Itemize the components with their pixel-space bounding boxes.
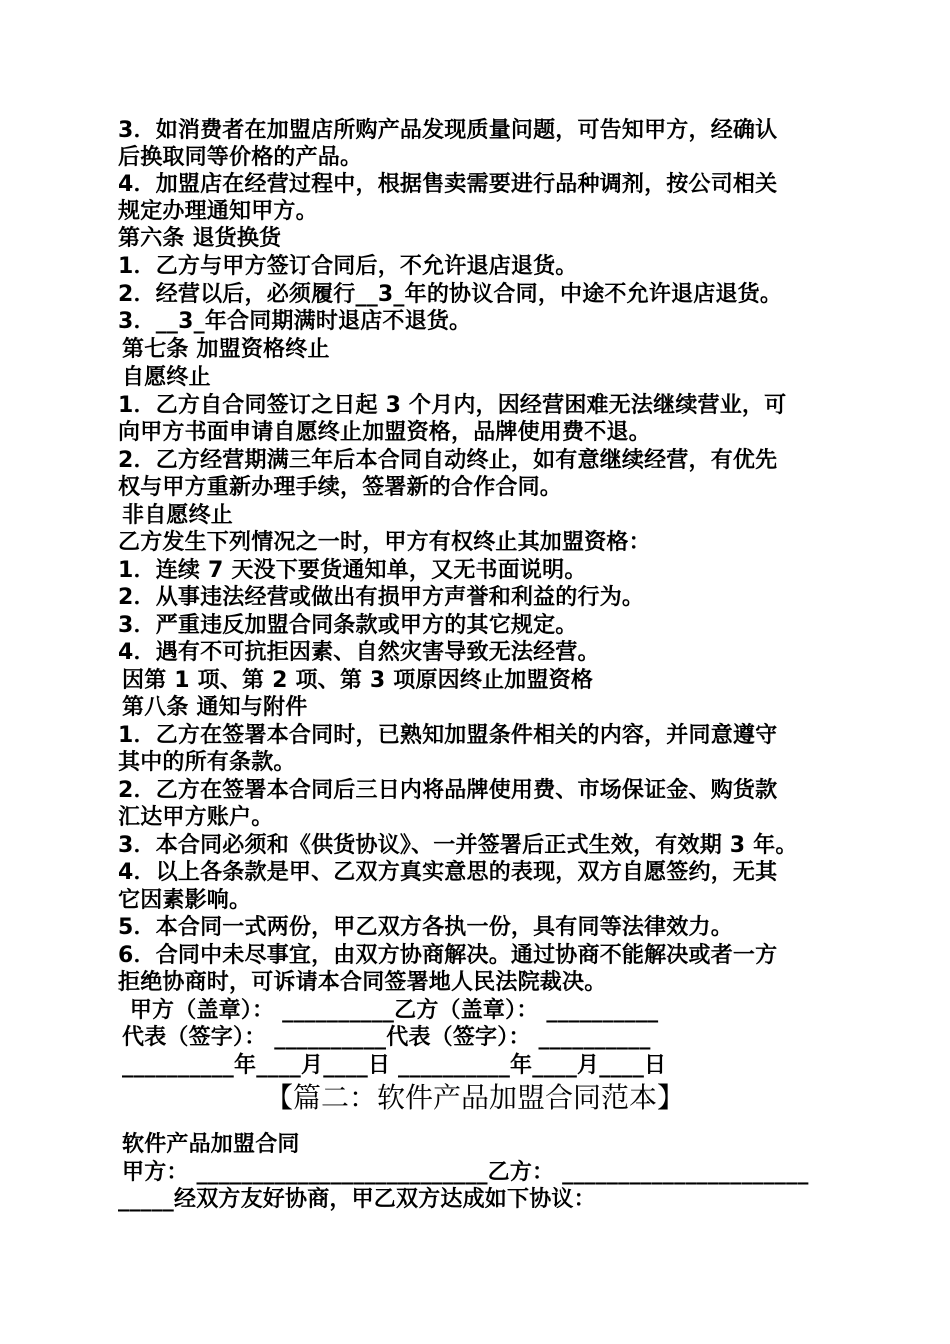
para-line: 1．乙方与甲方签订合同后，不允许退店退货。	[118, 254, 578, 279]
para-line: 汇达甲方账户。	[118, 805, 274, 830]
contract-title: 软件产品加盟合同	[122, 1132, 300, 1157]
para-line: 权与甲方重新办理手续，签署新的合作合同。	[118, 475, 563, 500]
sub-heading: 自愿终止	[122, 365, 211, 390]
party-line: 甲方： __________________________乙方： ______________________	[122, 1160, 809, 1185]
para-line: 3．严重违反加盟合同条款或甲方的其它规定。	[118, 613, 578, 638]
para-line: 3．本合同必须和《供货协议》、一并签署后正式生效，有效期 3 年。	[118, 833, 798, 858]
signature-line-rep: 代表（签字）： __________代表（签字）： __________	[122, 1025, 651, 1050]
para-line: 拒绝协商时，可诉请本合同签署地人民法院裁决。	[118, 970, 607, 995]
signature-line-seal: 甲方（盖章）： __________乙方（盖章）： __________	[122, 998, 659, 1023]
para-line: 乙方发生下列情况之一时，甲方有权终止其加盟资格：	[118, 530, 651, 555]
para-line: 它因素影响。	[118, 888, 252, 913]
article-heading: 第六条 退货换货	[118, 226, 282, 251]
para-line: 向甲方书面申请自愿终止加盟资格，品牌使用费不退。	[118, 420, 651, 445]
para-line: 3．__3_年合同期满时退店不退货。	[118, 309, 472, 334]
para-line: 3．如消费者在加盟店所购产品发现质量问题，可告知甲方，经确认	[118, 118, 778, 143]
para-line: 4．加盟店在经营过程中，根据售卖需要进行品种调剂，按公司相关	[118, 172, 778, 197]
para-line: 2．从事违法经营或做出有损甲方声誉和利益的行为。	[118, 585, 645, 610]
signature-line-date: __________年____月____日 __________年____月____日	[122, 1053, 667, 1078]
para-line: 4．遇有不可抗拒因素、自然灾害导致无法经营。	[118, 640, 600, 665]
para-line: 1．连续 7 天没下要货通知单，又无书面说明。	[118, 558, 587, 583]
para-line: 后换取同等价格的产品。	[118, 145, 363, 170]
para-line: 2．经营以后，必须履行__3_年的协议合同，中途不允许退店退货。	[118, 282, 783, 307]
para-line: 2．乙方在签署本合同后三日内将品牌使用费、市场保证金、购货款	[118, 778, 778, 803]
para-line: 5．本合同一式两份，甲乙双方各执一份，具有同等法律效力。	[118, 915, 733, 940]
para-line: 1．乙方自合同签订之日起 3 个月内，因经营困难无法继续营业，可	[118, 393, 787, 418]
article-heading: 第八条 通知与附件	[122, 695, 308, 720]
para-line: 其中的所有条款。	[118, 750, 296, 775]
section-title: 【篇二：软件产品加盟合同范本】	[264, 1081, 685, 1114]
para-line: 1．乙方在签署本合同时，已熟知加盟条件相关的内容，并同意遵守	[118, 723, 778, 748]
para-line: 6．合同中未尽事宜，由双方协商解决。通过协商不能解决或者一方	[118, 943, 778, 968]
para-line: 2．乙方经营期满三年后本合同自动终止，如有意继续经营，有优先	[118, 448, 778, 473]
para-line: 因第 1 项、第 2 项、第 3 项原因终止加盟资格	[122, 668, 594, 693]
article-heading: 第七条 加盟资格终止	[122, 337, 330, 362]
sub-heading: 非自愿终止	[122, 503, 234, 528]
para-line: _____经双方友好协商，甲乙双方达成如下协议：	[118, 1187, 596, 1212]
para-line: 规定办理通知甲方。	[118, 199, 318, 224]
para-line: 4．以上各条款是甲、乙双方真实意思的表现，双方自愿签约，无其	[118, 860, 778, 885]
